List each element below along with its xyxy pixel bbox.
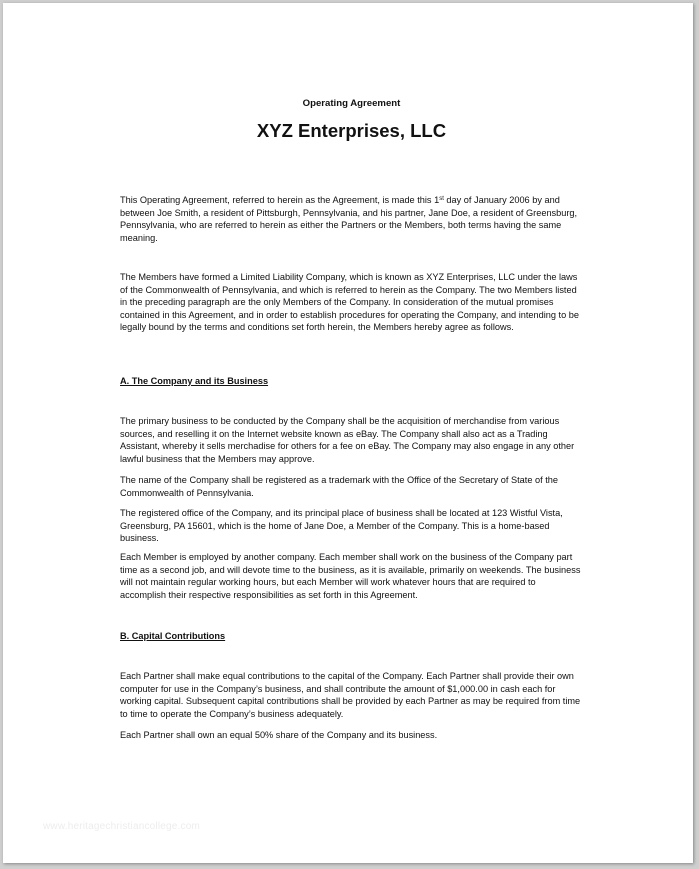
watermark-text: www.heritagechristiancollege.com	[43, 821, 201, 832]
section-a-paragraph-2: The name of the Company shall be registered as a trademark with the Office of the Secretary of State of the Commonwealth of Pennsylvania.	[120, 475, 558, 498]
section-b-paragraph-1: Each Partner shall make equal contributions to the capital of the Company. Each Partner shall provide their own computer for use in the Company’s business, and shall contribute the amount of $1,000.00 in cash each for working capital. Subsequent capital contributions shall be provided by each Partner as may be required from time to time to operate the Company’s business adequately.	[120, 671, 581, 719]
section-b-paragraph-2: Each Partner shall own an equal 50% share of the Company and its business.	[120, 730, 438, 740]
intro-text-start: This Operating Agreement, referred to herein as the Agreement, is made this 1	[120, 195, 440, 205]
section-a-paragraph-4: Each Member is employed by another company. Each member shall work on the business of the Company part time as a second job, and will devote time to the business, as it is available, primarily on weekends. The business will not maintain regular working hours, but each Member will work whatever hours that are required to accomplish their respective responsibilities as set forth in this Agreement.	[120, 552, 581, 600]
document-title: XYZ Enterprises, LLC	[256, 120, 447, 141]
section-a-heading: A. The Company and its Business	[120, 376, 269, 386]
intro-superscript: st	[439, 196, 444, 202]
section-a-paragraph-3: The registered office of the Company, and its principal place of business shall be located at 123 Wistful Vista, Greensburg, PA 15601, which is the home of Jane Doe, a Member of the Company. This is a home-based business.	[120, 508, 563, 544]
intro-paragraph	[120, 194, 583, 244]
members-paragraph: The Members have formed a Limited Liability Company, which is known as XYZ Enterprises, LLC under the laws of the Commonwealth of Pennsylvania, and which is referred to herein as the Company. The two Members listed in the preceding paragraph are the only Members of the Company. In consideration of the mutual promises contained in this Agreement, and in order to establish procedures for operating the Company, and intending to be legally bound by the terms and conditions set forth herein, the Members hereby agree as follows.	[120, 272, 579, 333]
document-page	[3, 3, 693, 863]
intro-text-end: day of January 2006 by and between Joe Smith, a resident of Pittsburgh, Pennsylvania, and his partner, Jane Doe, a resident of Greensburg, Pennsylvania, who are referred to herein as either the Partners or the Members, both terms having the same meaning.	[120, 195, 578, 243]
section-a-paragraph-1: The primary business to be conducted by the Company shall be the acquisition of merchandise from various sources, and reselling it on the Internet website known as eBay. The Company shall also act as a Trading Assistant, whereby it sells merchadise for others for a fee on eBay. The Company may also engage in any other lawful business that the Members may approve.	[120, 416, 575, 464]
document-label: Operating Agreement	[302, 98, 401, 109]
section-b-heading: B. Capital Contributions	[120, 631, 226, 641]
